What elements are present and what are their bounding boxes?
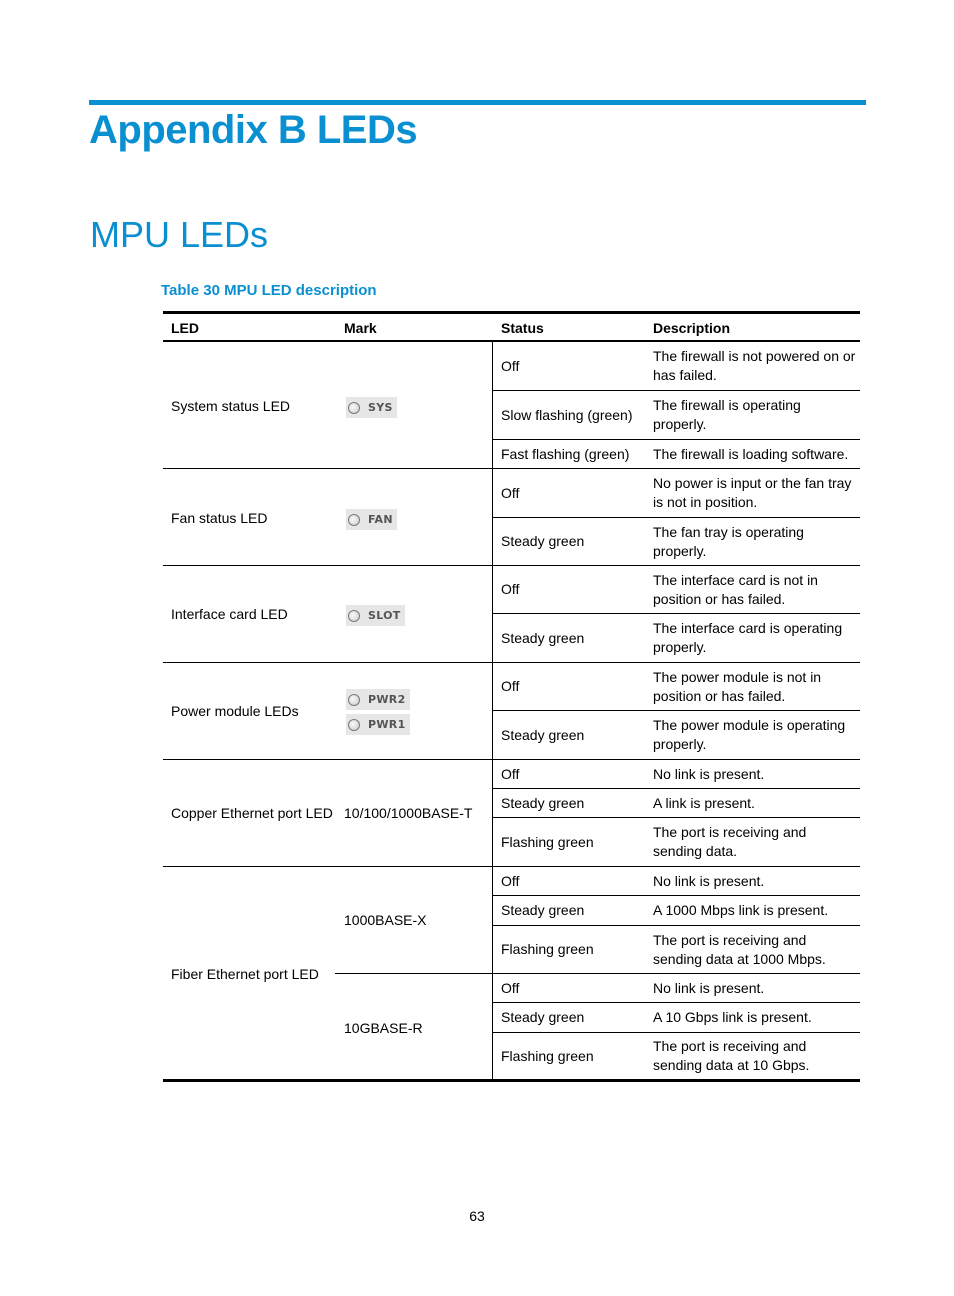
led-indicator-icon (348, 402, 360, 414)
description-cell: The firewall is not powered on or has failed. (653, 348, 856, 383)
description-cell: The fan tray is operating properly. (653, 523, 804, 559)
led-mark (346, 689, 410, 710)
description-cell: No link is present. (653, 765, 765, 782)
table-bottom-rule (163, 1079, 860, 1082)
section-title: MPU LEDs (90, 214, 269, 255)
description-cell: A link is present. (653, 794, 755, 811)
led-table (163, 311, 860, 1084)
led-mark-label: FAN (368, 513, 393, 526)
status-cell: Off (501, 872, 520, 889)
status-cell: Off (501, 357, 520, 374)
description-cell: The power module is not in position or has failed. (653, 668, 822, 704)
led-mark (346, 509, 397, 530)
status-cell: Off (501, 765, 520, 782)
led-indicator-icon (348, 610, 360, 622)
mark-text: 10GBASE-R (344, 1020, 423, 1036)
description-cell: The interface card is operating properly. (653, 620, 843, 655)
status-cell: Steady green (501, 629, 585, 646)
status-cell: Off (501, 484, 520, 501)
description-cell: A 10 Gbps link is present. (653, 1009, 812, 1025)
description-cell: The port is receiving and sending data at 10 Gbps. (653, 1038, 810, 1073)
column-header-mark: Mark (344, 320, 377, 336)
led-indicator-icon (348, 719, 360, 731)
description-cell: The port is receiving and sending data. (653, 824, 807, 859)
led-name: Interface card LED (171, 606, 288, 622)
status-cell: Off (501, 678, 520, 694)
description-cell: The firewall is loading software. (653, 445, 849, 462)
description-cell: The power module is operating properly. (653, 717, 846, 752)
status-cell: Flashing green (501, 941, 594, 957)
description-cell: No link is present. (653, 979, 765, 996)
led-name: Copper Ethernet port LED (171, 805, 333, 821)
description-cell: The firewall is operating properly. (653, 397, 801, 432)
led-name: Fan status LED (171, 510, 268, 526)
status-cell: Fast flashing (green) (501, 445, 630, 462)
status-cell: Off (501, 581, 520, 597)
table-caption: Table 30 MPU LED description (161, 282, 377, 299)
led-mark (346, 714, 410, 735)
table-top-rule (163, 311, 860, 314)
status-cell: Flashing green (501, 833, 594, 850)
led-mark-label: PWR1 (368, 718, 406, 731)
status-cell: Steady green (501, 902, 585, 918)
description-cell: The interface card is not in position or has failed. (653, 571, 818, 607)
mark-text: 10/100/1000BASE-T (344, 805, 473, 821)
column-header-description: Description (653, 320, 731, 336)
description-cell: No link is present. (653, 872, 765, 889)
led-indicator-icon (348, 694, 360, 706)
led-name: System status LED (171, 398, 291, 414)
led-mark-label: PWR2 (368, 693, 406, 706)
led-mark-label: SYS (368, 401, 393, 414)
description-cell: A 1000 Mbps link is present. (653, 902, 829, 918)
status-cell: Slow flashing (green) (501, 406, 633, 423)
chapter-rule (89, 100, 866, 105)
led-mark (346, 397, 397, 418)
description-cell: The port is receiving and sending data at 1000 Mbps. (653, 931, 826, 967)
led-name: Power module LEDs (171, 703, 299, 719)
status-cell: Off (501, 979, 520, 996)
column-header-led: LED (171, 320, 199, 336)
page-number: 63 (469, 1208, 485, 1224)
led-name: Fiber Ethernet port LED (171, 966, 319, 982)
mark-text: 1000BASE-X (344, 912, 427, 928)
chapter-title: Appendix B LEDs (89, 108, 418, 152)
led-mark-label: SLOT (368, 609, 401, 622)
description-cell: No power is input or the fan tray is not in position. (653, 475, 852, 510)
status-cell: Steady green (501, 1009, 585, 1025)
status-cell: Steady green (501, 726, 585, 743)
column-header-status: Status (501, 320, 544, 336)
status-cell: Steady green (501, 794, 585, 811)
led-mark (346, 605, 405, 626)
status-cell: Steady green (501, 533, 585, 549)
status-cell: Flashing green (501, 1047, 594, 1064)
led-indicator-icon (348, 514, 360, 526)
